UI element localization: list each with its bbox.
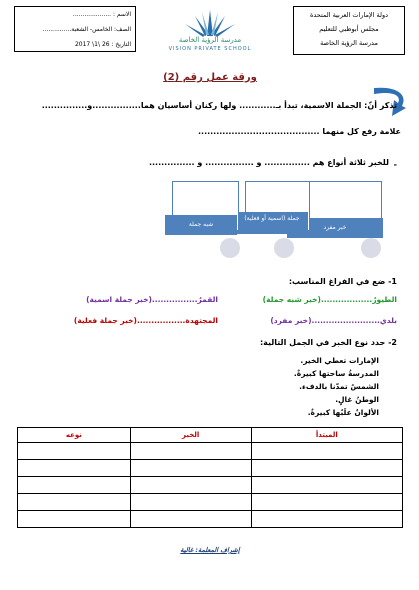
recall-line: تذكر أنّ: الجملة الاسمية، تبدأ بـ............ ولها ركنان أساسيان هما................و............... [41,101,397,110]
q2-sentence: المدرسةُ ساحتها كبيرةٌ. [293,369,379,378]
table-cell[interactable] [18,511,131,528]
table-cell[interactable] [251,443,402,460]
sign-line: علامة رفع كل منهما ........................................ [197,127,401,136]
box-semi-sentence-predicate [172,181,239,231]
table-cell[interactable] [130,494,251,511]
bullet-dash: - [393,160,397,169]
table-row [18,494,403,511]
q2-sentence: الشمسُ تمدّنا بالدفء. [299,382,379,391]
types-line: للخبر ثلاثة أنواع هم ............... و ................ و ............... [148,158,389,167]
q1-word: المجتهدة [185,316,218,325]
q2-sentence: الألوانُ علَبُها كبيرةٌ. [307,408,379,417]
box-sentence-predicate [245,181,310,231]
circle-decoration [274,238,294,258]
school-info-box [293,6,405,55]
q1-word: بلدي [379,316,397,325]
col-header-type: نوعه [18,428,131,443]
table-cell[interactable] [251,477,402,494]
logo-english-text: VISION PRIVATE SCHOOL [168,46,252,52]
table-row [18,511,403,528]
q1-word: القمرُ [197,295,218,304]
q1-row2-left: المجتهدة.................(خبر جملة فعلية) [73,316,218,325]
table-row [18,443,403,460]
table-cell[interactable] [18,443,131,460]
q1-answer: (خبر جملة اسمية) [86,295,152,304]
q1-answer: (خبر جملة فعلية) [73,316,137,325]
q2-sentence: الإمارات تعطي الخير. [300,356,379,365]
worksheet-title: ورقة عمل رقم (2) [163,72,257,83]
box-label: خبر مفرد [287,218,383,238]
table-row [18,477,403,494]
table-cell[interactable] [130,477,251,494]
student-info-box [14,6,136,52]
table-cell[interactable] [251,511,402,528]
q1-row1-right: الطيورُ..................(خبر شبه جملة) [262,295,397,304]
q2-heading: 2- حدد نوع الخبر في الجمل التالية: [259,338,397,347]
table-cell[interactable] [130,443,251,460]
q2-sentence-list [294,354,379,419]
school-logo [155,6,265,56]
country-name: دولة الإمارات العربية المتحدة [309,11,389,19]
table-cell[interactable] [130,460,251,477]
col-header-predicate: الخبر [130,428,251,443]
col-header-subject: المبتدأ [251,428,402,443]
box-label: جملة (اسمية أو فعلية) [236,212,308,234]
q1-word: الطيورُ [372,295,397,304]
table-cell[interactable] [130,511,251,528]
table-cell[interactable] [18,460,131,477]
q1-answer: (خبر مفرد) [270,316,312,325]
name-field[interactable]: الاسم : .................... [72,11,131,18]
table-cell[interactable] [18,494,131,511]
table-cell[interactable] [18,477,131,494]
council-name: مجلس أبوظبي للتعليم [319,25,379,33]
circle-decoration [220,238,240,258]
q1-row1-left: القمرُ................(خبر جملة اسمية) [86,295,218,304]
q2-sentence: الوطنُ غالٍ. [335,395,379,404]
answer-table [17,427,403,528]
q1-answer: (خبر شبه جملة) [262,295,321,304]
table-row [18,460,403,477]
q1-heading: 1- ضع في الفراغ المناسب: [288,277,397,286]
box-single-predicate [304,181,382,231]
q1-row2-right: بلدي........................(خبر مفرد) [270,316,397,325]
logo-arabic-text: مدرسة الرؤية الخاصة [178,36,242,44]
box-label: شبه جملة [165,215,237,235]
table-cell[interactable] [251,494,402,511]
school-name: مدرسة الرؤية الخاصة [320,39,378,47]
supervisor-note: إشراف المعلمة: غالية [180,546,240,554]
class-field[interactable]: الصف: الخامس- الشعبة............... [42,26,131,33]
date-field: التاريخ : 26 \1\ 2017 [74,41,131,48]
circle-decoration [361,238,381,258]
table-cell[interactable] [251,460,402,477]
table-header-row [18,428,403,443]
